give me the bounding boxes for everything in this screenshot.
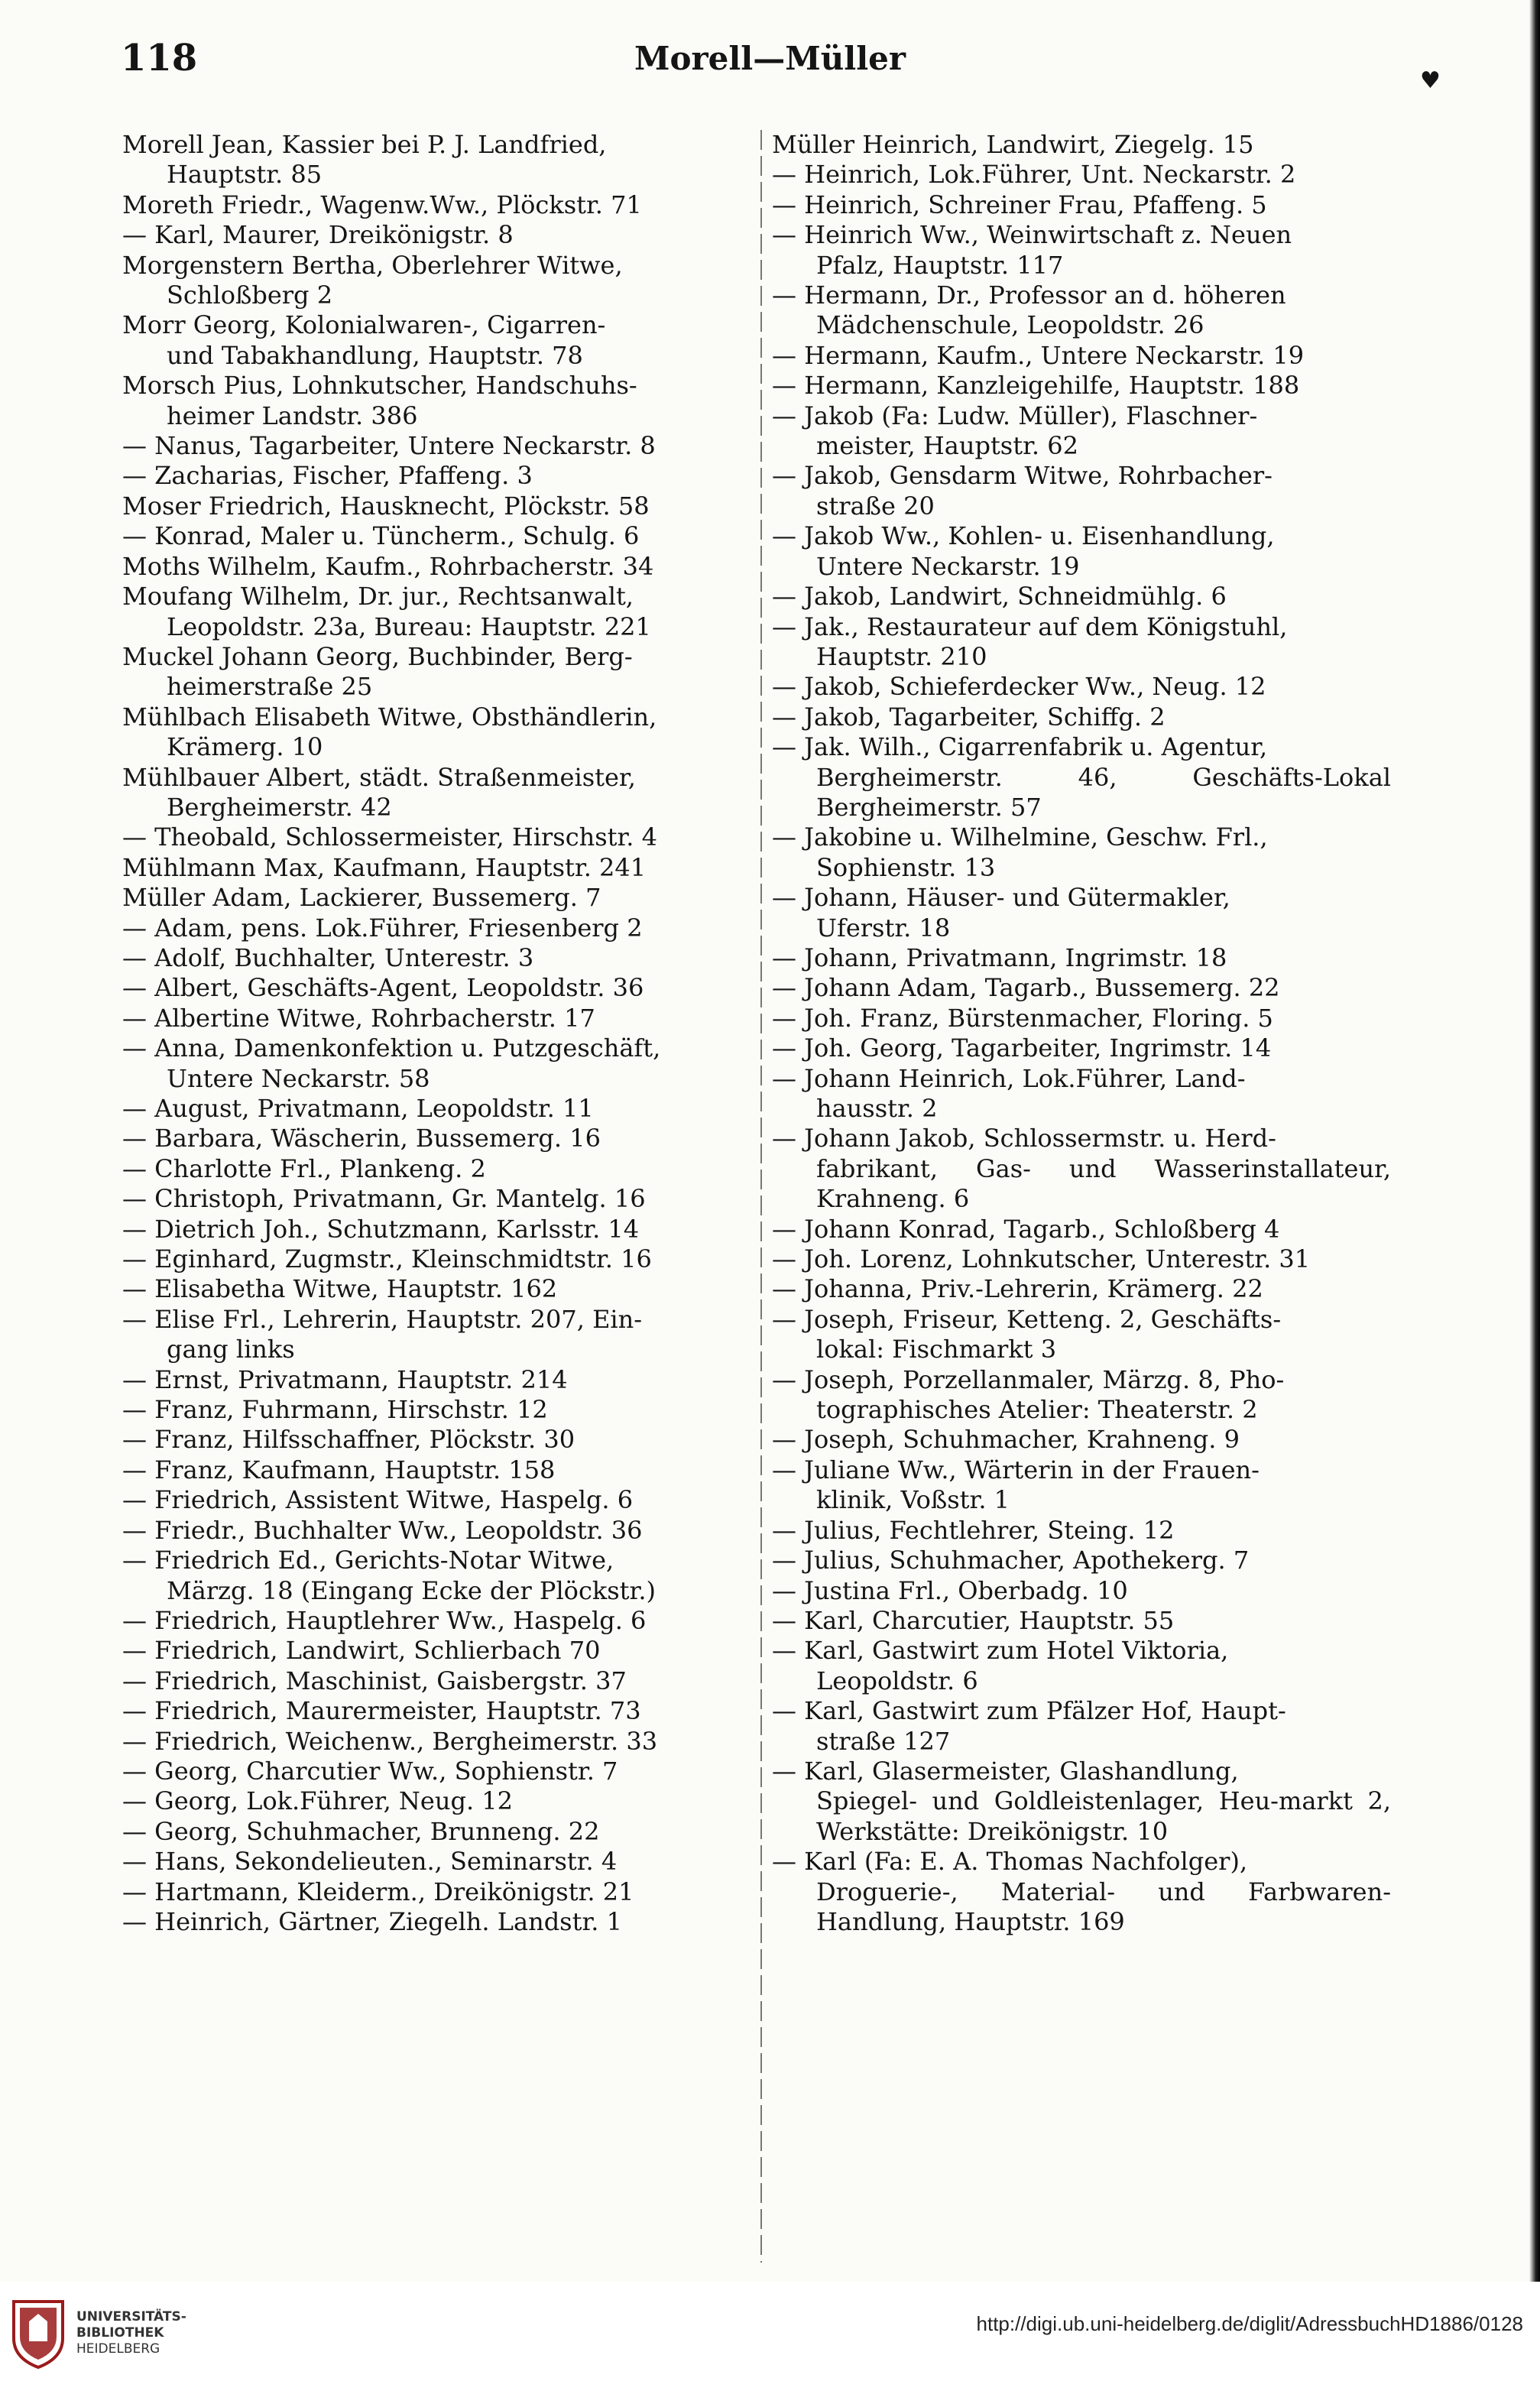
directory-entry: [772, 1215, 1391, 1244]
directory-entry: [122, 1184, 741, 1214]
entry-first-line: — Jakob, Tagarbeiter, Schiffg. 2: [772, 702, 1166, 732]
directory-entry: [122, 1696, 741, 1726]
directory-entry: [122, 1455, 741, 1485]
entry-first-line: — Justina Frl., Oberbadg. 10: [772, 1575, 1128, 1605]
directory-entry: [772, 1425, 1391, 1455]
entry-first-line: — Karl, Maurer, Dreikönigstr. 8: [122, 220, 514, 250]
entry-continuation: Leopoldstr. 6: [816, 1666, 978, 1695]
entry-first-line: — Heinrich, Gärtner, Ziegelh. Landstr. 1: [122, 1906, 622, 1936]
entry-continuation: Hauptstr. 85: [167, 160, 323, 190]
entry-continuation: heimer Landstr. 386: [167, 401, 418, 430]
entry-first-line: — Barbara, Wäscherin, Bussemerg. 16: [122, 1124, 601, 1153]
directory-entry: [122, 1666, 741, 1696]
entry-first-line: — Zacharias, Fischer, Pfaffeng. 3: [122, 461, 533, 491]
entry-first-line: — Jakob, Gensdarm Witwe, Rohrbacher-: [772, 461, 1273, 491]
directory-entry: [772, 281, 1391, 341]
entry-first-line: — Heinrich, Schreiner Frau, Pfaffeng. 5: [772, 190, 1267, 219]
entry-continuation: tographisches Atelier: Theaterstr. 2: [816, 1395, 1258, 1425]
directory-entry: [772, 1455, 1391, 1516]
entry-first-line: — Heinrich, Lok.Führer, Unt. Neckarstr. 2: [772, 160, 1296, 190]
directory-entry: [772, 130, 1391, 160]
page-edge: [1529, 0, 1540, 2282]
entry-first-line: — Friedrich, Assistent Witwe, Haspelg. 6: [122, 1485, 634, 1515]
entry-first-line: — Johann Heinrich, Lok.Führer, Land-: [772, 1063, 1246, 1093]
directory-entry: [772, 1516, 1391, 1546]
entry-first-line: — Franz, Fuhrmann, Hirschstr. 12: [122, 1395, 548, 1425]
entry-first-line: — Jakobine u. Wilhelmine, Geschw. Frl.,: [772, 822, 1268, 852]
directory-entry: [122, 521, 741, 551]
entry-continuation: Schloßberg 2: [167, 281, 333, 310]
entry-first-line: — Theobald, Schlossermeister, Hirschstr. 4: [122, 822, 657, 852]
directory-entry: [122, 461, 741, 491]
entry-continuation: straße 20: [816, 491, 935, 521]
entry-continuation: Bergheimerstr. 42: [167, 792, 392, 822]
directory-entry: [122, 943, 741, 973]
entry-first-line: — Johann Jakob, Schlossermstr. u. Herd-: [772, 1124, 1276, 1153]
directory-entry: [122, 1094, 741, 1124]
directory-entry: [772, 401, 1391, 462]
heart-mark-icon: ♥: [1420, 67, 1441, 94]
entry-first-line: — Jakob Ww., Kohlen- u. Eisenhandlung,: [772, 521, 1275, 551]
directory-entry: [772, 521, 1391, 582]
directory-entry: [122, 1305, 741, 1365]
entry-continuation: Hauptstr. 210: [816, 641, 987, 671]
university-seal-icon: [9, 2299, 67, 2369]
entry-first-line: — Joseph, Friseur, Ketteng. 2, Geschäfts-: [772, 1304, 1282, 1334]
directory-entry: [122, 492, 741, 521]
directory-entry: [772, 190, 1391, 220]
entry-first-line: — Georg, Charcutier Ww., Sophienstr. 7: [122, 1756, 618, 1786]
entry-continuation: Untere Neckarstr. 19: [816, 551, 1080, 581]
entry-continuation: fabrikant, Gas- und Wasserinstallateur, Krahneng. 6: [816, 1153, 1391, 1214]
directory-entry: [122, 763, 741, 823]
entry-first-line: — Albertine Witwe, Rohrbacherstr. 17: [122, 1003, 595, 1033]
entry-first-line: — Konrad, Maler u. Tüncherm., Schulg. 6: [122, 521, 640, 551]
entry-first-line: — Georg, Lok.Führer, Neug. 12: [122, 1786, 514, 1816]
entry-first-line: — Charlotte Frl., Plankeng. 2: [122, 1153, 486, 1183]
entry-first-line: — Jakob, Schieferdecker Ww., Neug. 12: [772, 672, 1266, 702]
directory-entry: [772, 1847, 1391, 1937]
entry-first-line: Morgenstern Bertha, Oberlehrer Witwe,: [122, 250, 623, 280]
directory-entry: [122, 883, 741, 913]
directory-entry: [772, 1064, 1391, 1124]
entry-continuation: heimerstraße 25: [167, 672, 373, 702]
right-column: [772, 130, 1391, 1937]
directory-entry: [772, 1696, 1391, 1757]
entry-first-line: — Joh. Georg, Tagarbeiter, Ingrimstr. 14: [772, 1033, 1272, 1063]
directory-entry: [122, 1425, 741, 1455]
directory-entry: [122, 1606, 741, 1636]
directory-entry: [122, 371, 741, 431]
entry-first-line: — Elisabetha Witwe, Hauptstr. 162: [122, 1274, 558, 1304]
entry-continuation: Bergheimerstr. 46, Geschäfts-Lokal Bergheimerstr. 57: [816, 762, 1391, 822]
directory-entry: [122, 1757, 741, 1786]
running-head: Morell—Müller: [634, 40, 906, 77]
directory-entry: [122, 431, 741, 461]
directory-entry: [772, 341, 1391, 371]
entry-first-line: — Friedrich, Maschinist, Gaisbergstr. 37: [122, 1666, 627, 1695]
entry-first-line: — Hans, Sekondelieuten., Seminarstr. 4: [122, 1847, 618, 1877]
entry-first-line: Morr Georg, Kolonialwaren-, Cigarren-: [122, 310, 606, 340]
entry-first-line: Müller Heinrich, Landwirt, Ziegelg. 15: [772, 130, 1254, 159]
entry-first-line: Müller Adam, Lackierer, Bussemerg. 7: [122, 883, 601, 913]
directory-entry: [122, 190, 741, 220]
entry-first-line: — Karl, Glasermeister, Glashandlung,: [772, 1756, 1239, 1786]
entry-first-line: — Friedrich, Hauptlehrer Ww., Haspelg. 6: [122, 1605, 647, 1635]
entry-continuation: Mädchenschule, Leopoldstr. 26: [816, 310, 1204, 340]
directory-entry: [122, 1485, 741, 1515]
entry-continuation: Spiegel- und Goldleistenlager, Heu-markt 2, Werkstätte: Dreikönigstr. 10: [816, 1786, 1391, 1846]
entry-first-line: — Franz, Kaufmann, Hauptstr. 158: [122, 1455, 556, 1484]
entry-first-line: — Ernst, Privatmann, Hauptstr. 214: [122, 1364, 568, 1394]
entry-first-line: — Nanus, Tagarbeiter, Untere Neckarstr. 8: [122, 431, 656, 461]
entry-first-line: — Karl, Gastwirt zum Pfälzer Hof, Haupt-: [772, 1696, 1286, 1726]
entry-first-line: — Jakob, Landwirt, Schneidmühlg. 6: [772, 582, 1227, 612]
entry-first-line: — Johann Adam, Tagarb., Bussemerg. 22: [772, 973, 1280, 1003]
entry-first-line: — Joh. Lorenz, Lohnkutscher, Unterestr. 31: [772, 1244, 1311, 1274]
directory-entry: [122, 1244, 741, 1274]
entry-first-line: — Jakob (Fa: Ludw. Müller), Flaschner-: [772, 401, 1258, 430]
entry-first-line: — Hartmann, Kleiderm., Dreikönigstr. 21: [122, 1877, 634, 1906]
directory-entry: [122, 1727, 741, 1757]
entry-first-line: — Hermann, Dr., Professor an d. höheren: [772, 281, 1286, 310]
directory-entry: [772, 1636, 1391, 1696]
entry-first-line: — Joh. Franz, Bürstenmacher, Floring. 5: [772, 1003, 1273, 1033]
entry-continuation: lokal: Fischmarkt 3: [816, 1335, 1057, 1364]
directory-entry: [122, 1786, 741, 1816]
entry-first-line: — Karl (Fa: E. A. Thomas Nachfolger),: [772, 1847, 1248, 1877]
directory-entry: [122, 130, 741, 190]
directory-entry: [122, 1516, 741, 1546]
entry-first-line: — Johann Konrad, Tagarb., Schloßberg 4: [772, 1214, 1280, 1244]
directory-entry: [122, 582, 741, 642]
entry-first-line: — Elise Frl., Lehrerin, Hauptstr. 207, Ein-: [122, 1304, 643, 1334]
entry-continuation: Untere Neckarstr. 58: [167, 1063, 430, 1093]
entry-first-line: — Dietrich Joh., Schutzmann, Karlsstr. 14: [122, 1214, 640, 1244]
directory-entry: [122, 1365, 741, 1395]
directory-entry: [122, 1274, 741, 1304]
directory-entry: [122, 1546, 741, 1606]
directory-entry: [772, 582, 1391, 612]
directory-entry: [122, 310, 741, 371]
directory-entry: [772, 1004, 1391, 1033]
directory-entry: [122, 1877, 741, 1907]
entry-first-line: — Adam, pens. Lok.Führer, Friesenberg 2: [122, 913, 643, 942]
entry-first-line: — Friedrich Ed., Gerichts-Notar Witwe,: [122, 1546, 614, 1575]
entry-first-line: Moufang Wilhelm, Dr. jur., Rechtsanwalt,: [122, 582, 634, 612]
footer: [0, 2282, 1540, 2391]
entry-continuation: straße 127: [816, 1726, 951, 1756]
directory-entry: [122, 642, 741, 702]
directory-entry: [772, 943, 1391, 973]
entry-first-line: — Joseph, Schuhmacher, Krahneng. 9: [772, 1425, 1240, 1455]
directory-entry: [122, 1395, 741, 1425]
entry-first-line: — Heinrich Ww., Weinwirtschaft z. Neuen: [772, 220, 1292, 250]
directory-entry: [122, 1847, 741, 1877]
directory-entry: [122, 220, 741, 250]
entry-first-line: Mühlbach Elisabeth Witwe, Obsthändlerin,: [122, 702, 657, 732]
directory-entry: [772, 1606, 1391, 1636]
directory-entry: [772, 220, 1391, 281]
directory-entry: [772, 1576, 1391, 1606]
entry-first-line: — Friedrich, Maurermeister, Hauptstr. 73: [122, 1696, 641, 1726]
directory-entry: [772, 1546, 1391, 1575]
directory-entry: [772, 612, 1391, 673]
entry-continuation: Uferstr. 18: [816, 913, 951, 942]
directory-entry: [122, 251, 741, 311]
directory-entry: [122, 552, 741, 582]
directory-entry: [772, 160, 1391, 190]
directory-entry: [122, 1636, 741, 1666]
directory-entry: [772, 672, 1391, 702]
entry-continuation: Sophienstr. 13: [816, 852, 996, 882]
entry-first-line: — Karl, Gastwirt zum Hotel Viktoria,: [772, 1636, 1229, 1666]
entry-continuation: Pfalz, Hauptstr. 117: [816, 250, 1064, 280]
entry-first-line: — Albert, Geschäfts-Agent, Leopoldstr. 36: [122, 973, 644, 1003]
entry-first-line: Moser Friedrich, Hausknecht, Plöckstr. 58: [122, 491, 650, 521]
entry-first-line: — Johann, Häuser- und Gütermakler,: [772, 883, 1230, 913]
directory-entry: [772, 371, 1391, 401]
page-number: 118: [121, 37, 198, 79]
entry-first-line: — Hermann, Kanzleigehilfe, Hauptstr. 188: [772, 371, 1300, 401]
entry-first-line: Moths Wilhelm, Kaufm., Rohrbacherstr. 34: [122, 551, 654, 581]
directory-entry: [772, 1757, 1391, 1847]
directory-entry: [772, 883, 1391, 943]
directory-entry: [122, 853, 741, 883]
directory-entry: [122, 913, 741, 943]
entry-continuation: hausstr. 2: [816, 1094, 938, 1123]
directory-entry: [772, 822, 1391, 883]
entry-first-line: — Franz, Hilfsschaffner, Plöckstr. 30: [122, 1425, 575, 1455]
entry-first-line: Morsch Pius, Lohnkutscher, Handschuhs-: [122, 371, 637, 401]
directory-entry: [772, 732, 1391, 822]
entry-first-line: — Jak., Restaurateur auf dem Königstuhl,: [772, 612, 1288, 641]
entry-first-line: — Julius, Fechtlehrer, Steing. 12: [772, 1515, 1175, 1545]
library-name: UNIVERSITÄTS- BIBLIOTHEK HEIDELBERG: [76, 2309, 186, 2357]
entry-first-line: — Adolf, Buchhalter, Unterestr. 3: [122, 942, 534, 972]
entry-first-line: Mühlmann Max, Kaufmann, Hauptstr. 241: [122, 852, 647, 882]
entry-first-line: — Juliane Ww., Wärterin in der Frauen-: [772, 1455, 1260, 1484]
entry-first-line: — Karl, Charcutier, Hauptstr. 55: [772, 1605, 1175, 1635]
directory-entry: [772, 1124, 1391, 1214]
source-url-link[interactable]: http://digi.ub.uni-heidelberg.de/diglit/AdressbuchHD1886/0128: [976, 2312, 1523, 2335]
directory-entry: [122, 702, 741, 763]
entry-first-line: — Friedr., Buchhalter Ww., Leopoldstr. 36: [122, 1515, 643, 1545]
entry-first-line: Morell Jean, Kassier bei P. J. Landfried,: [122, 130, 607, 159]
directory-entry: [122, 1817, 741, 1847]
directory-entry: [772, 1365, 1391, 1426]
entry-continuation: gang links: [167, 1335, 295, 1364]
entry-continuation: Leopoldstr. 23a, Bureau: Hauptstr. 221: [167, 612, 651, 641]
directory-entry: [122, 1907, 741, 1937]
entry-first-line: Moreth Friedr., Wagenw.Ww., Plöckstr. 71: [122, 190, 642, 219]
entry-continuation: Krämerg. 10: [167, 732, 323, 762]
entry-first-line: — Christoph, Privatmann, Gr. Mantelg. 16: [122, 1184, 646, 1214]
directory-entry: [122, 973, 741, 1003]
directory-entry: [772, 702, 1391, 732]
entry-first-line: — Georg, Schuhmacher, Brunneng. 22: [122, 1816, 600, 1846]
entry-first-line: — Friedrich, Landwirt, Schlierbach 70: [122, 1636, 601, 1666]
directory-entry: [122, 1215, 741, 1244]
entry-first-line: Muckel Johann Georg, Buchbinder, Berg-: [122, 641, 633, 671]
directory-entry: [122, 1004, 741, 1033]
entry-first-line: Mühlbauer Albert, städt. Straßenmeister,: [122, 762, 636, 792]
directory-entry: [122, 1154, 741, 1184]
entry-first-line: — Johann, Privatmann, Ingrimstr. 18: [772, 942, 1227, 972]
directory-entry: [122, 1033, 741, 1094]
entry-first-line: — August, Privatmann, Leopoldstr. 11: [122, 1094, 594, 1123]
directory-entry: [772, 1305, 1391, 1365]
entry-continuation: meister, Hauptstr. 62: [816, 431, 1078, 461]
entry-continuation: klinik, Voßstr. 1: [816, 1485, 1010, 1515]
entry-first-line: — Eginhard, Zugmstr., Kleinschmidtstr. 16: [122, 1244, 652, 1274]
entry-first-line: — Joseph, Porzellanmaler, Märzg. 8, Pho-: [772, 1364, 1285, 1394]
entry-first-line: — Johanna, Priv.-Lehrerin, Krämerg. 22: [772, 1274, 1263, 1304]
directory-entry: [772, 973, 1391, 1003]
directory-entry: [772, 461, 1391, 521]
entry-first-line: — Jak. Wilh., Cigarrenfabrik u. Agentur,: [772, 732, 1268, 762]
entry-first-line: — Friedrich, Weichenw., Bergheimerstr. 33: [122, 1726, 658, 1756]
directory-entry: [772, 1033, 1391, 1063]
entry-first-line: — Julius, Schuhmacher, Apothekerg. 7: [772, 1546, 1250, 1575]
directory-entry: [122, 822, 741, 852]
entry-first-line: — Hermann, Kaufm., Untere Neckarstr. 19: [772, 340, 1305, 370]
directory-entry: [772, 1274, 1391, 1304]
entry-first-line: — Anna, Damenkonfektion u. Putzgeschäft,: [122, 1033, 661, 1063]
directory-entry: [122, 1124, 741, 1153]
left-column: [122, 130, 741, 1937]
entry-continuation: Märzg. 18 (Eingang Ecke der Plöckstr.): [167, 1575, 656, 1605]
entry-continuation: und Tabakhandlung, Hauptstr. 78: [167, 340, 583, 370]
entry-continuation: Droguerie-, Material- und Farbwaren-Handlung, Hauptstr. 169: [816, 1877, 1391, 1936]
column-divider: [760, 130, 762, 2263]
directory-entry: [772, 1244, 1391, 1274]
